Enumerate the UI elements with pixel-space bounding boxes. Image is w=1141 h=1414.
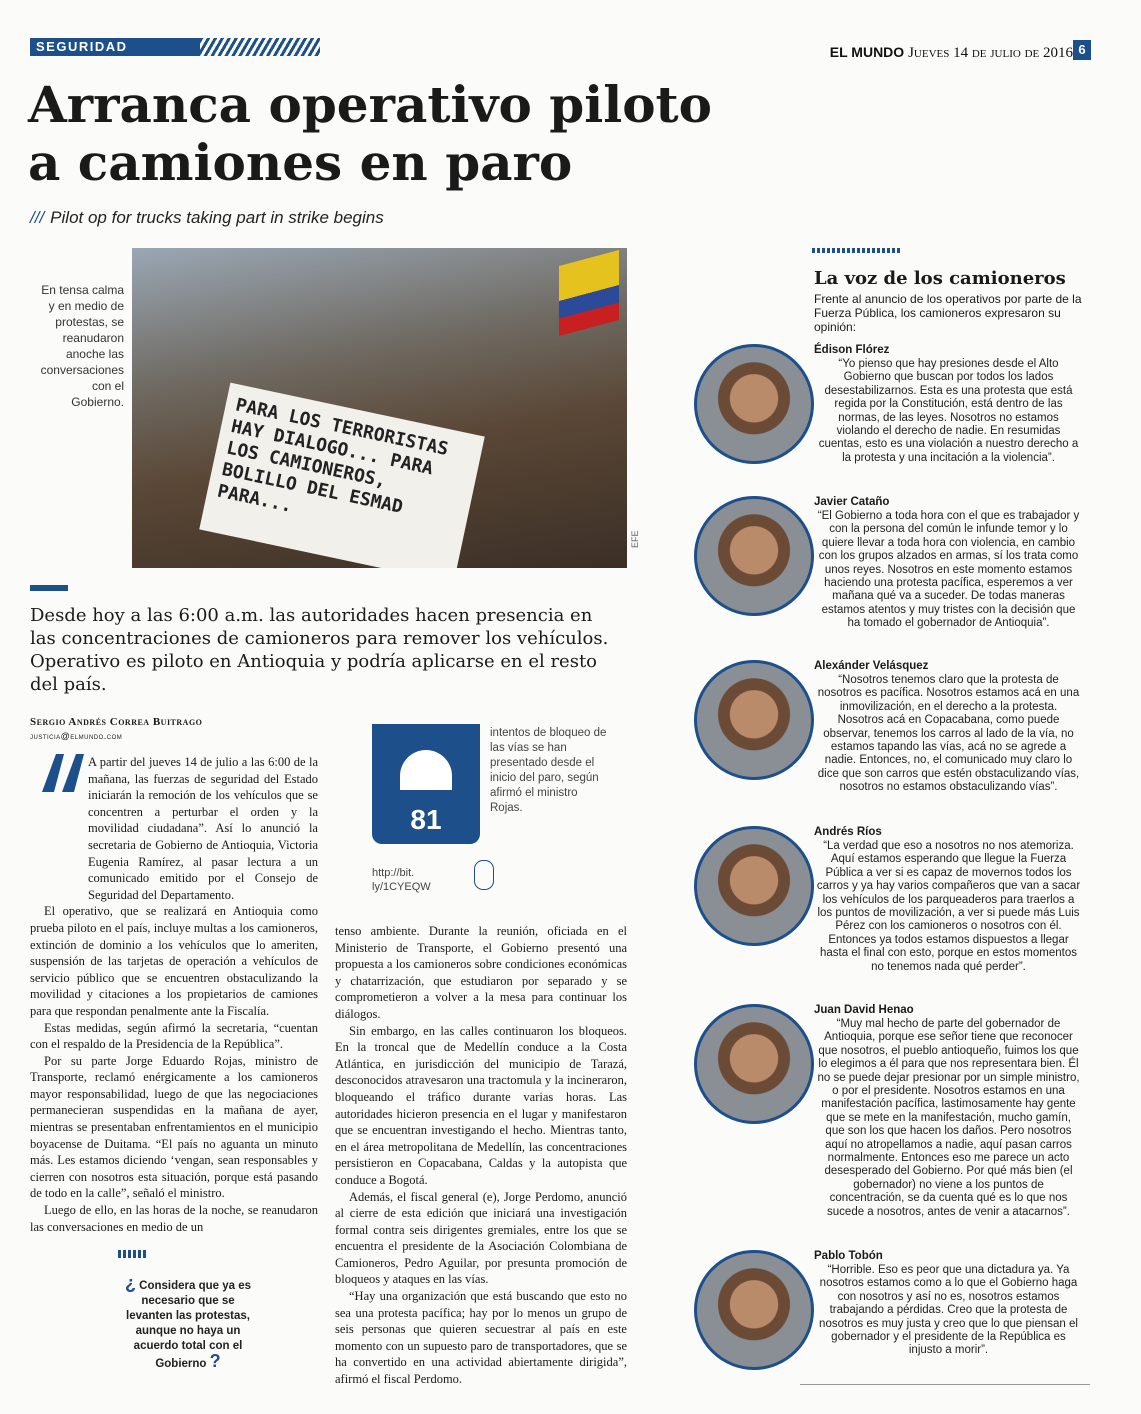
body-paragraph: Además, el fiscal general (e), Jorge Perdomo, anunció al cierre de esta edición que iniciará una investigación formal contra seis dirigentes gremiales, entre los que se encuentra el presidente de la Asociación Colombiana de Camioneros, Pedro Aguilar, por presunta promoción de bloqueos y ataques en las vías. (335, 1189, 627, 1287)
poll-question: Considera que ya es necesario que se levanten las protestas, aunque no haya un acuerdo total con el Gobierno (126, 1280, 252, 1370)
interviewee-quote: “El Gobierno a toda hora con el que es trabajador y con la persona del común le infunde temor y lo quiere llevar a toda hora con violencia, en cambio con los grupos alzados en armas, sí los trata como unos reyes. Nosotros en este momento estamos haciendo una protesta pacífica, esperemos a ver mañana qué va a suceder. De todas maneras estamos atentos y muy tristes con la decisión que ha tomado el gobernador de Antioquia”. (817, 510, 1080, 630)
photo-caption: En tensa calma y en medio de protestas, se reanudaron anoche las conversaciones con el Gobierno. (40, 283, 124, 409)
blockade-stat-text: intentos de bloqueo de las vías se han presentado desde el inicio del paro, según afirmó el ministro Rojas. (490, 727, 607, 814)
headline-line-1: Arranca operativo piloto (28, 75, 712, 134)
short-link[interactable]: http://bit. ly/1CYEQW (372, 867, 431, 893)
interviewee-name: Alexánder Velásquez (814, 660, 929, 672)
mouse-icon (474, 860, 494, 890)
protest-photo (132, 248, 627, 568)
footer-rule (800, 1384, 1090, 1385)
subhead-text: Pilot op for trucks taking part in strike begins (50, 208, 384, 227)
section-hatch-decoration (200, 38, 320, 56)
truck-road-icon (400, 750, 452, 790)
interviewee-quote: “Yo pienso que hay presiones desde el Alto Gobierno que buscan por todos los lados desestabilizarnos. Esta es una protesta que está regida por la Constitución, está dentro de las normas, de las leyes. Nosotros no estamos violando el derecho de nadie. En resumidas cuentas, esto es una violación a nuestro derecho a la protesta y una incitación a la violencia”. (818, 358, 1079, 464)
sidebar-marker (812, 248, 902, 253)
interviewee-photo (694, 496, 814, 616)
body-paragraph: Por su parte Jorge Eduardo Rojas, ministro de Transporte, reclamó enérgicamente a los camioneros mayor responsabilidad, luego de que las negociaciones permanecieran suspendidas en la mañana de ayer, mientras se presentaban enfrentamientos en el municipio boyacense de Duitama. “El país no aguanta un minuto más. Les estamos diciendo ‘vengan, sean responsables y cierren con nosotros esta situación, porque está pasando de todo en la calle”, señaló el ministro. (30, 1053, 318, 1201)
body-paragraph: Luego de ello, en las horas de la noche, se reanudaron las conversaciones en medio de un (30, 1203, 318, 1234)
interviewee-photo (694, 660, 814, 780)
interviewee-quote: “La verdad que eso a nosotros no nos atemoriza. Aquí estamos esperando que llegue la Fuerza Pública a ver si es capaz de movernos todos los carros y ya hay varios compañeros que van a sacar los vehículos de los parqueaderos para traerlos a los puntos de movilización, a ver si puede más Luis Pérez con los camioneros o nosotros con él. Entonces ya todos estamos dispuestos a llegar hasta el final con esto, porque en estos momentos no tenemos nada qué perder”. (816, 840, 1081, 973)
poll-marker (118, 1250, 148, 1258)
body-paragraph: A partir del jueves 14 de julio a las 6:00 de la mañana, las fuerzas de seguridad del Estado iniciarán la remoción de los vehículos que se concentren a perturbar el orden y la movilidad ciudadana”. Así lo anunció la secretaria de Gobierno de Antioquia, Victoria Eugenia Ramírez, al pasar lectura a un comunicado emitido por el Consejo de Seguridad del Departamento. (88, 755, 318, 902)
interviewee-photo (694, 1004, 814, 1124)
interviewee-name: Andrés Ríos (814, 826, 882, 838)
sidebar-intro: Frente al anuncio de los operativos por parte de la Fuerza Pública, los camioneros expresaron su opinión: (814, 292, 1082, 334)
colombian-flag-graphic (559, 250, 619, 336)
interviewee-photo (694, 1250, 814, 1370)
blockade-count: 81 (410, 804, 442, 835)
lead-marker (30, 585, 68, 591)
question-close-icon: ? (209, 1351, 221, 1371)
body-paragraph: Sin embargo, en las calles continuaron los bloqueos. En la troncal que de Medellín conduce a la Costa Atlántica, en jurisdicción del municipio de Tarazá, desconocidos atravesaron una tractomula y la incineraron, bloqueando el tráfico durante varias horas. Las autoridades hicieron presencia en el lugar y manifestaron que se encuentran investigando el hecho. Mientras tanto, en el área metropolitana de Medellín, las concentraciones persistieron en Copacabana, Caldas y la autopista que conduce a Bogotá. (335, 1023, 627, 1187)
issue-date: Jueves 14 de julio de 2016 (908, 45, 1073, 61)
body-column-2 (335, 923, 627, 1388)
headline-line-2: a camiones en paro (28, 133, 573, 192)
sidebar-title: La voz de los camioneros (814, 268, 1066, 289)
subhead-slashes: /// (30, 208, 45, 227)
section-tag: SEGURIDAD (30, 38, 200, 56)
paper-name: EL MUNDO (829, 44, 905, 60)
interviewee-photo (694, 344, 814, 464)
english-subhead (30, 208, 384, 228)
headline (28, 76, 748, 192)
protest-sign: PARA LOS TERRORISTAS HAY DIALOGO... PARA LOS CAMIONEROS, BOLILLO DEL ESMAD PARA... (199, 383, 485, 568)
body-paragraph: Estas medidas, según afirmó la secretaria, “cuentan con el respaldo de la Presidencia de la República”. (30, 1020, 318, 1052)
body-paragraph: El operativo, que se realizará en Antioquia como prueba piloto en el país, incluye multas a los camioneros, extinción de dominio a los vehículos que lo ameriten, suspensión de las tarjetas de operación a vehículos de servicio público que se encuentren obstaculizando la movilidad y citaciones a los propietarios de camiones para que respondan penalmente ante la Fiscalía. (30, 904, 318, 1018)
interviewee-quote: “Horrible. Eso es peor que una dictadura ya. Ya nosotros estamos como a lo que el Gobierno haga con nosotros y así no es, nosotros estamos trabajando a pérdidas. Creo que la protesta de nosotros es muy justa y creo que lo que piensan el gobernador y el presidente de la República es injusto a morir”. (819, 1264, 1078, 1357)
blockade-stat-box (372, 724, 480, 844)
reader-poll (118, 1273, 258, 1372)
body-paragraph: tenso ambiente. Durante la reunión, oficiada en el Ministerio de Transporte, el Gobierno presentó una propuesta a los camioneros sobre condiciones económicas y chatarrización, que estudiaron por separado y se comprometieron a volver a la mesa para continuar los diálogos. (335, 924, 627, 1021)
question-open-icon: ¿ (124, 1273, 136, 1293)
body-paragraph: “Hay una organización que está buscando que esto no sea una protesta pacífica; hay por lo menos un grupo de seis personas que quieren secuestrar al país en este momento con un supuesto paro de transportadores, que se ha convertido en una actividad abiertamente dirigida”, afirmó el fiscal Perdomo. (335, 1289, 627, 1387)
byline-email[interactable]: justicia@elmundo.com (30, 731, 123, 741)
interviewee-name: Javier Cataño (814, 496, 890, 508)
interviewee-name: Pablo Tobón (814, 1250, 883, 1262)
byline-author: Sergio Andrés Correa Buitrago (30, 716, 203, 728)
masthead (830, 44, 1073, 62)
interviewee-photo (694, 826, 814, 946)
interviewee-name: Juan David Henao (814, 1004, 914, 1016)
interviewee-quote: “Muy mal hecho de parte del gobernador de Antioquia, porque ese señor tiene que reconocer que nosotros, el pueblo antioqueño, fuimos los que lo elegimos a él para que nos representara bien. Él no se puede dejar presionar por un simple ministro, o por el presidente. Nosotros estamos en una manifestación pacífica, lastimosamente hay gente que se mete en la manifestación, mucho gamín, que son los que hacen los daños. Pero nosotros aquí no atropellamos a nadie, aquí pasan carros normalmente. Entonces eso me parece un acto desesperado del Gobierno. Por qué más bien (el gobernador) no viene a los puntos de concentración, se da cuenta qué es lo que nos sucede a nosotros, antes de venir a atacarnos”. (817, 1018, 1080, 1218)
body-column-1 (30, 754, 318, 1235)
photo-credit: EFE (630, 530, 640, 548)
page-number: 6 (1073, 40, 1091, 60)
interviewee-quote: “Nosotros tenemos claro que la protesta de nosotros es pacífica. Nosotros estamos acá en una inmovilización, en el derecho a la protesta. Nosotros acá en Copacabana, como puede observar, tenemos los carros al lado de la vía, no estamos tapando las vías, acá no se agrede a nadie. Entonces, no, el comunicado muy claro lo dice que son carros que estén obstaculizando vías, nosotros no estamos obstaculizando vías”. (817, 674, 1080, 794)
lead-paragraph: Desde hoy a las 6:00 a.m. las autoridades hacen presencia en las concentraciones de camioneros para remover los vehículos. Operativo es piloto en Antioquia y podría aplicarse en el resto del país. (30, 605, 609, 695)
interviewee-name: Édison Flórez (814, 344, 890, 356)
